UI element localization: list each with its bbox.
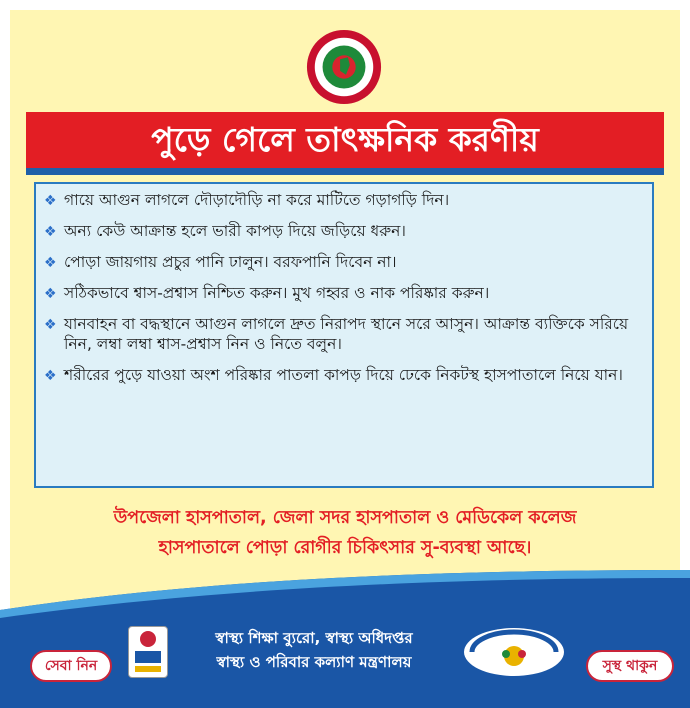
health-bureau-logo-icon	[128, 626, 168, 678]
page-title: পুড়ে গেলে তাৎক্ষনিক করণীয়	[26, 112, 664, 168]
health-ministry-logo-icon	[462, 626, 566, 678]
notice-line-1: উপজেলা হাসপাতাল, জেলা সদর হাসপাতাল ও মেডিকেল কলেজ	[113, 508, 577, 528]
diamond-bullet-icon: ❖	[44, 224, 57, 240]
diamond-bullet-icon: ❖	[44, 368, 57, 384]
footer-line-2: স্বাস্থ্য ও পরিবার কল্যাণ মন্ত্রণালয়	[216, 653, 412, 671]
instruction-item: ❖ শরীরের পুড়ে যাওয়া অংশ পরিষ্কার পাতলা কাপড় দিয়ে ঢেকে নিকটস্থ হাসপাতালে নিয়ে যান।	[44, 366, 623, 384]
title-underline	[26, 168, 664, 175]
notice-line-2: হাসপাতালে পোড়া রোগীর চিকিৎসার সু-ব্যবস্থা আছে।	[158, 538, 532, 558]
instruction-item: ❖ গায়ে আগুন লাগলে দৌড়াদৌড়ি না করে মাটিতে গড়াগড়ি দিন।	[44, 191, 450, 209]
diamond-bullet-icon: ❖	[44, 286, 57, 302]
diamond-bullet-icon: ❖	[44, 255, 57, 271]
instruction-item: ❖ সঠিকভাবে শ্বাস-প্রশ্বাস নিশ্চিত করুন। মুখ গহ্বর ও নাক পরিষ্কার করুন।	[44, 284, 490, 302]
instruction-item: ❖ পোড়া জায়গায় প্রচুর পানি ঢালুন। বরফপানি দিবেন না।	[44, 253, 397, 271]
instructions-list	[44, 190, 644, 396]
diamond-bullet-icon: ❖	[44, 193, 57, 209]
seba-nin-badge: সেবা নিন	[30, 650, 112, 682]
government-seal-icon	[305, 28, 383, 106]
sustho-thakun-badge: সুস্থ থাকুন	[586, 650, 674, 682]
diamond-bullet-icon: ❖	[44, 317, 57, 333]
footer-line-1: স্বাস্থ্য শিক্ষা ব্যুরো, স্বাস্থ্য অধিদপ্তর	[215, 629, 413, 647]
instruction-item: ❖ অন্য কেউ আক্রান্ত হলে ভারী কাপড় দিয়ে জড়িয়ে ধরুন।	[44, 222, 406, 240]
hospital-notice	[20, 503, 670, 563]
instruction-item: ❖ যানবাহন বা বদ্ধস্থানে আগুন লাগলে দ্রুত নিরাপদ স্থানে সরে আসুন। আক্রান্ত ব্যক্তিকে সরিয়ে নিন, লম্বা লম্বা শ্বাস-প্রশ্বাস নিন ও নিতে বলুন।	[44, 315, 629, 353]
footer-ministry-text	[174, 626, 454, 674]
